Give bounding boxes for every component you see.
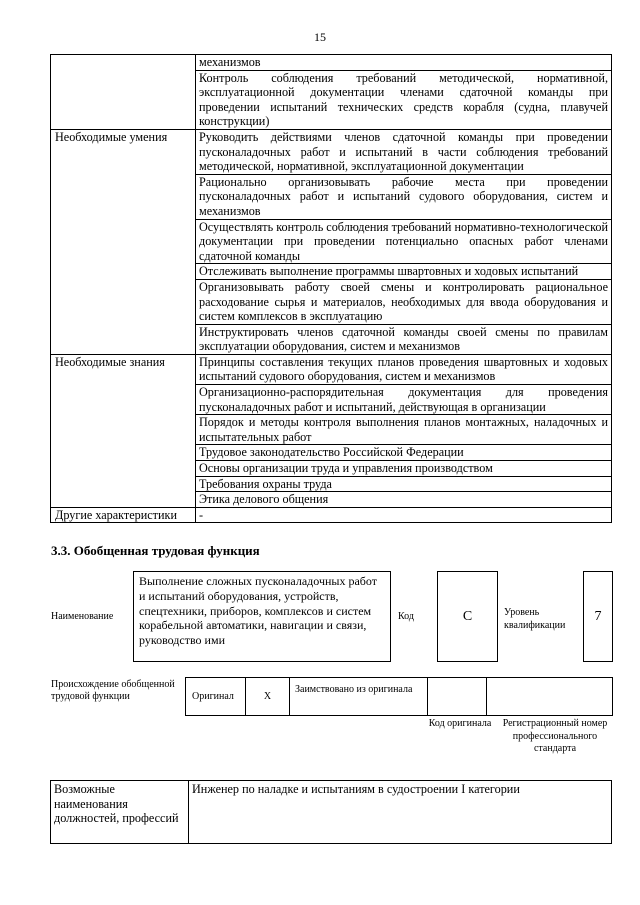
table-cell: Этика делового общения — [196, 492, 612, 508]
qualification-level-value: 7 — [583, 571, 613, 662]
row-group-label: Другие характеристики — [51, 507, 196, 523]
table-cell: Инструктировать членов сдаточной команды своей смены по правилам эксплуатации оборудования, систем и механизмов — [196, 324, 612, 354]
borrowed-label: Заимствовано из оригинала — [290, 678, 428, 716]
qualification-level-label: Уровень квалификации — [504, 607, 566, 631]
original-code-cell — [428, 678, 487, 716]
table-cell: Осуществлять контроль соблюдения требований нормативно-технологической документации при проведении потенциально опасных работ членами сдаточной команды — [196, 219, 612, 264]
table-row — [51, 354, 612, 384]
section-title: 3.3. Обобщенная трудовая функция — [51, 543, 260, 558]
origin-label: Происхождение обобщенной трудовой функции — [51, 679, 175, 702]
table-cell: Рационально организовывать рабочие места при проведении пусконаладочных работ и испытаний судового оборудования, систем и механизмов — [196, 174, 612, 219]
registration-number-note: Регистрационный номер профессионального стандарта — [502, 718, 608, 754]
row-group-label: Необходимые умения — [51, 129, 196, 354]
original-mark: X — [246, 678, 290, 716]
table-cell: Принципы составления текущих планов проведения швартовных и ходовых испытаний судового оборудования, систем и механизмов — [196, 354, 612, 384]
positions-label: Возможные наименования должностей, профессий — [51, 781, 189, 844]
row-group-label — [51, 55, 196, 130]
original-label: Оригинал — [186, 678, 246, 716]
table-cell: - — [196, 507, 612, 523]
registration-number-cell — [487, 678, 613, 716]
code-value: С — [437, 571, 498, 662]
table-cell: Требования охраны труда — [196, 476, 612, 492]
table-cell: Контроль соблюдения требований методической, нормативной, эксплуатационной документации членами сдаточной команды при проведении испытаний технических средств корабля (судна, плавучей конструкции) — [196, 70, 612, 129]
table-cell: Организовывать работу своей смены и контролировать рациональное расходование сырья и материалов, необходимых для ввода оборудования и систем комплексов в эксплуатацию — [196, 279, 612, 324]
table-cell: Руководить действиями членов сдаточной команды при проведении пусконаладочных работ и испытаний в части соблюдения требований методической, нормативной, эксплуатационной документации — [196, 129, 612, 174]
positions-value: Инженер по наладке и испытаниям в судостроении I категории — [189, 781, 612, 844]
table-row — [51, 507, 612, 523]
code-label: Код — [398, 611, 414, 622]
code-original-note: Код оригинала — [428, 718, 492, 729]
table-cell: механизмов — [196, 55, 612, 71]
table-row — [51, 129, 612, 174]
positions-table — [50, 780, 612, 844]
function-name-label: Наименование — [51, 611, 114, 622]
origin-table — [185, 677, 613, 716]
table-cell: Организационно-распорядительная документация для проведения пусконаладочных работ и испытаний, действующая в организации — [196, 385, 612, 415]
row-group-label: Необходимые знания — [51, 354, 196, 507]
page-number: 15 — [314, 30, 326, 44]
table-cell: Порядок и методы контроля выполнения планов монтажных, наладочных и испытательных работ — [196, 415, 612, 445]
table-cell: Отслеживать выполнение программы швартовных и ходовых испытаний — [196, 264, 612, 280]
competency-table — [50, 54, 612, 523]
table-cell: Трудовое законодательство Российской Федерации — [196, 445, 612, 461]
table-cell: Основы организации труда и управления производством — [196, 461, 612, 477]
table-row — [51, 55, 612, 71]
function-name-value: Выполнение сложных пусконаладочных работ и испытаний оборудования, устройств, спецтехники, приборов, комплексов и систем корабельной автоматики, навигации и связи, руководство ими — [133, 571, 391, 662]
